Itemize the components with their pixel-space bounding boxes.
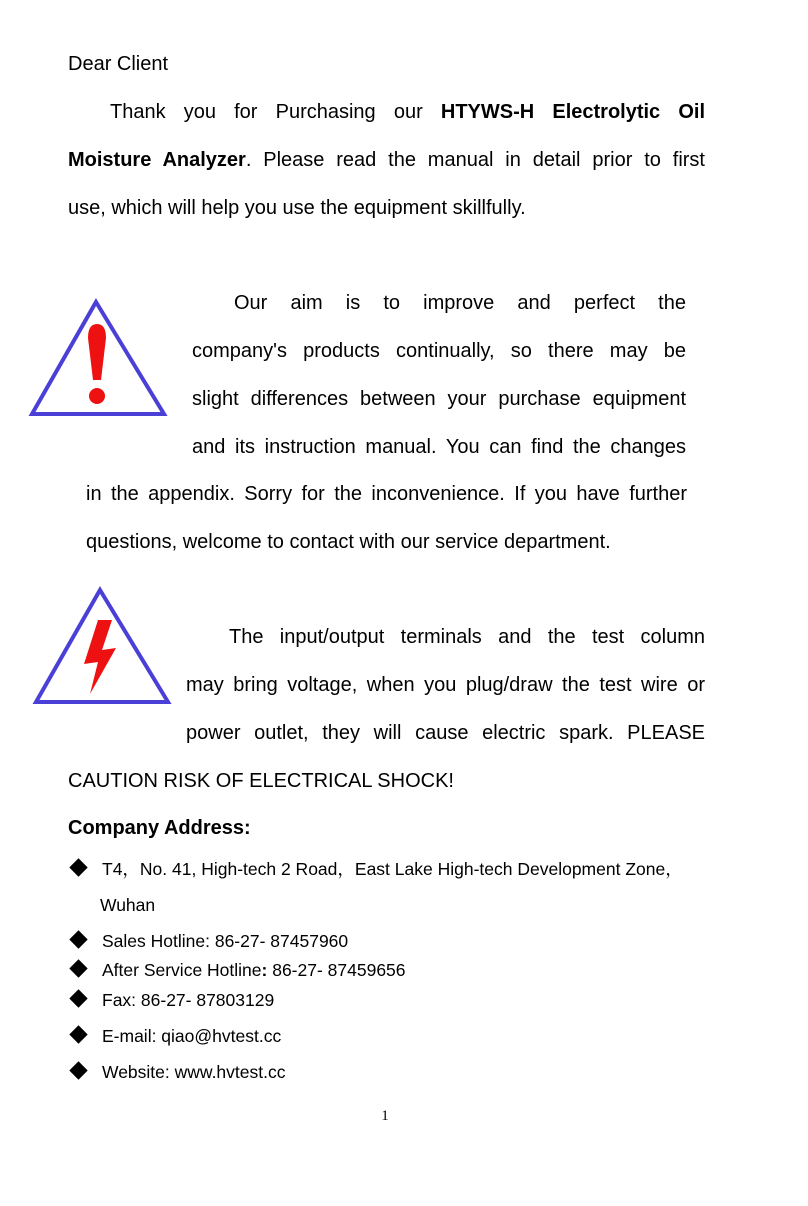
bullet-diamond-icon bbox=[69, 930, 87, 948]
intro-line-1 bbox=[110, 100, 705, 124]
caution-line-4: CAUTION RISK OF ELECTRICAL SHOCK! bbox=[68, 770, 454, 792]
website-address: Website: www.hvtest.cc bbox=[102, 1062, 286, 1082]
address-item bbox=[68, 858, 683, 880]
intro-text: . Please read the manual in detail prior to first bbox=[245, 149, 705, 171]
caution-line-2: may bring voltage, when you plug/draw the test wire or bbox=[186, 674, 705, 696]
notice-line-5: in the appendix. Sorry for the inconvenience. If you have further bbox=[86, 483, 687, 505]
notice-line-1: Our aim is to improve and perfect the bbox=[234, 292, 686, 314]
bullet-diamond-icon bbox=[69, 959, 87, 977]
website-item bbox=[68, 1061, 286, 1083]
notice-line-4: and its instruction manual. You can find the changes bbox=[192, 436, 686, 458]
notice-line-6: questions, welcome to contact with our service department. bbox=[86, 531, 611, 553]
intro-line-2 bbox=[68, 148, 705, 172]
email-address: E-mail: qiao@hvtest.cc bbox=[102, 1026, 282, 1046]
bullet-diamond-icon bbox=[69, 989, 87, 1007]
warning-exclamation-icon bbox=[28, 298, 168, 420]
salutation: Dear Client bbox=[68, 53, 169, 75]
fax-item bbox=[68, 989, 274, 1011]
after-service-label: After Service Hotline bbox=[102, 960, 262, 980]
product-name-part-2: Moisture Analyzer bbox=[68, 149, 246, 171]
after-service-hotline-item bbox=[68, 959, 406, 981]
intro-text: Thank you for Purchasing our bbox=[110, 101, 441, 123]
intro-line-3: use, which will help you use the equipment skillfully. bbox=[68, 197, 526, 219]
fax-number: Fax: 86-27- 87803129 bbox=[102, 990, 275, 1010]
notice-line-3: slight differences between your purchase equipment bbox=[192, 388, 686, 410]
caution-line-1: The input/output terminals and the test column bbox=[229, 626, 705, 648]
bullet-diamond-icon bbox=[69, 1061, 87, 1079]
after-service-colon: : bbox=[261, 960, 268, 980]
caution-line-3: power outlet, they will cause electric spark. PLEASE bbox=[186, 722, 705, 744]
electric-shock-icon bbox=[32, 586, 172, 708]
product-name-part-1: HTYWS-H Electrolytic Oil bbox=[440, 101, 705, 123]
bullet-diamond-icon bbox=[69, 1025, 87, 1043]
notice-line-2: company's products continually, so there may be bbox=[192, 340, 686, 362]
page-number: 1 bbox=[381, 1108, 389, 1124]
sales-hotline: Sales Hotline: 86-27- 87457960 bbox=[102, 931, 349, 951]
bullet-diamond-icon bbox=[69, 858, 87, 876]
address-line-2: Wuhan bbox=[100, 895, 156, 915]
company-address-heading: Company Address: bbox=[68, 817, 251, 839]
address-line-1: T4，No. 41, High-tech 2 Road，East Lake High-tech Development Zone， bbox=[102, 859, 683, 879]
sales-hotline-item bbox=[68, 930, 348, 952]
after-service-number: 86-27- 87459656 bbox=[267, 960, 406, 980]
email-item bbox=[68, 1025, 281, 1047]
